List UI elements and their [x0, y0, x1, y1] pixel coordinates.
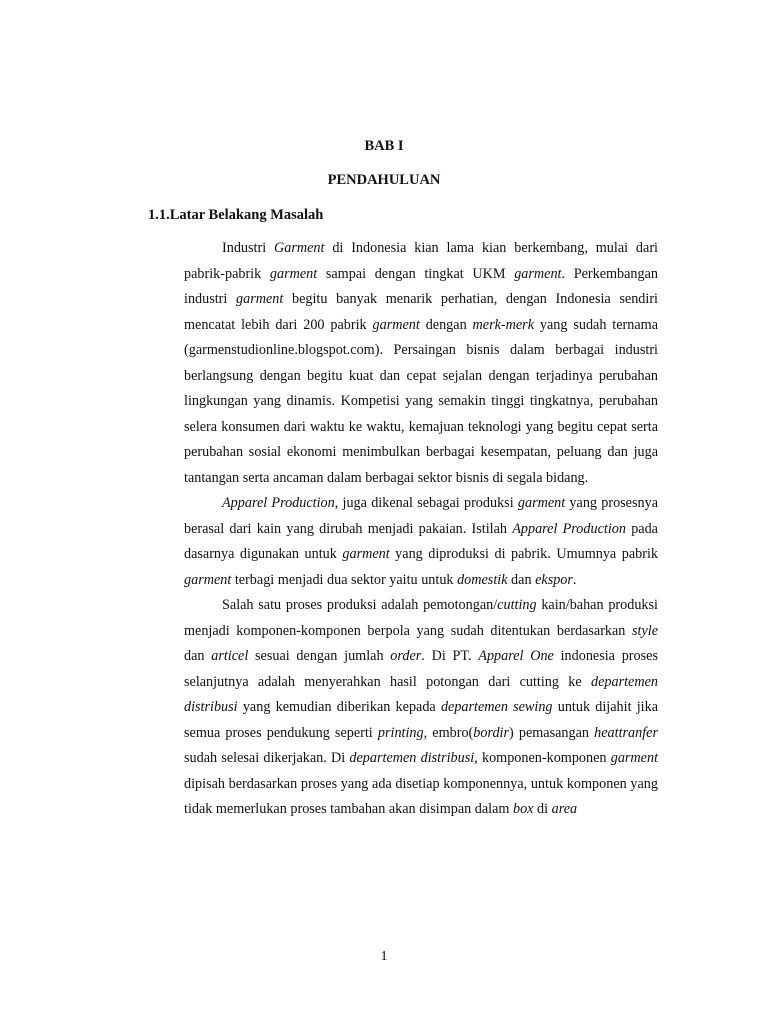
- text-run: terbagi menjadi dua sektor yaitu untuk: [231, 571, 458, 588]
- italic-run: departemen sewing: [440, 699, 553, 715]
- italic-run: box: [512, 801, 534, 817]
- text-run: dan: [507, 571, 536, 588]
- text-run: . Di PT.: [421, 648, 479, 664]
- text-run: Industri: [222, 240, 274, 256]
- italic-run: Apparel One: [478, 648, 554, 664]
- body-text: [184, 236, 658, 823]
- italic-run: garment: [372, 316, 420, 333]
- italic-run: merk-merk: [472, 316, 534, 333]
- italic-run: Apparel Production: [222, 495, 335, 511]
- italic-run: Apparel Production: [512, 520, 626, 537]
- text-run: dipisah berdasarkan proses yang ada disetiap komponennya, untuk komponen yang tidak memerlukan proses tambahan akan disimpan dalam: [184, 775, 658, 817]
- paragraph-3: [184, 593, 658, 823]
- page-number: 1: [380, 949, 388, 964]
- italic-run: style: [632, 622, 658, 639]
- italic-run: Garment: [274, 240, 325, 256]
- text-run: ) pemasangan: [509, 724, 595, 741]
- text-run: Salah satu proses produksi adalah pemotongan/: [222, 597, 498, 613]
- text-run: yang prosesnya berasal dari kain yang dirubah menjadi pakaian. Istilah: [184, 495, 658, 537]
- paragraph-1: [184, 236, 658, 491]
- text-run: , embro(: [423, 724, 474, 741]
- italic-run: garment: [184, 571, 232, 588]
- text-run: kain/bahan produksi menjadi komponen-komponen berpola yang sudah ditentukan berdasarkan: [184, 597, 658, 639]
- text-run: , komponen-komponen: [474, 750, 611, 766]
- text-run: , juga dikenal sebagai produksi: [334, 495, 518, 511]
- italic-run: ekspor: [535, 571, 573, 588]
- italic-run: garment: [610, 750, 659, 766]
- section-title: 1.1.Latar Belakang Masalah: [148, 207, 324, 223]
- text-run: dengan: [419, 316, 473, 333]
- text-run: sesuai dengan jumlah: [248, 648, 391, 664]
- italic-run: garment: [342, 546, 390, 562]
- italic-run: garment: [517, 495, 566, 511]
- chapter-heading: BAB I: [364, 138, 404, 154]
- italic-run: heattranfer: [594, 724, 658, 741]
- text-run: di Indonesia kian lama kian berkembang, mulai dari pabrik-pabrik: [184, 240, 658, 282]
- italic-run: order: [390, 648, 422, 664]
- text-run: dan: [184, 648, 212, 664]
- paragraph-2: [184, 491, 658, 593]
- chapter-title: PENDAHULUAN: [327, 172, 441, 188]
- text-run: untuk dijahit jika semua proses pendukung seperti: [184, 699, 658, 741]
- italic-run: garment: [236, 291, 284, 307]
- italic-run: articel: [211, 648, 249, 664]
- italic-run: printing: [377, 724, 424, 741]
- text-run: sudah selesai dikerjakan. Di: [184, 750, 350, 766]
- italic-run: departemen distribusi: [184, 673, 658, 715]
- italic-run: area: [551, 801, 578, 817]
- text-run: . Perkembangan industri: [184, 265, 659, 307]
- text-run: indonesia proses selanjutnya adalah menyerahkan hasil potongan dari cutting ke: [184, 648, 658, 690]
- text-run: begitu banyak menarik perhatian, dengan Indonesia sendiri mencatat lebih dari 200 pabrik: [184, 291, 658, 333]
- italic-run: garment: [269, 265, 318, 282]
- text-run: pada dasarnya digunakan untuk: [184, 520, 658, 562]
- italic-run: garment: [514, 265, 562, 282]
- text-run: yang diproduksi di pabrik. Umumnya pabrik: [389, 546, 658, 562]
- text-run: sampai dengan tingkat UKM: [317, 265, 515, 282]
- italic-run: domestik: [457, 571, 508, 588]
- text-run: yang kemudian diberikan kepada: [237, 699, 441, 715]
- text-run: .: [572, 571, 577, 588]
- text-run: yang sudah ternama (garmenstudionline.blogspot.com). Persaingan bisnis dalam berbagai industri berlangsung dengan begitu kuat dan cepat sejalan dengan terjadinya perubahan lingkungan yang dinamis. Kompetisi yang semakin tinggi tingkatnya, perubahan selera konsumen dari waktu ke waktu, kemajuan teknologi yang begitu cepat serta perubahan sosial ekonomi menimbulkan berbagai kesempatan, peluang dan juga tantangan serta ancaman dalam berbagai sektor bisnis di segala bidang.: [184, 316, 658, 486]
- italic-run: cutting: [497, 597, 537, 613]
- text-run: di: [533, 801, 552, 817]
- italic-run: bordir: [473, 724, 510, 741]
- italic-run: departemen distribusi: [349, 750, 475, 766]
